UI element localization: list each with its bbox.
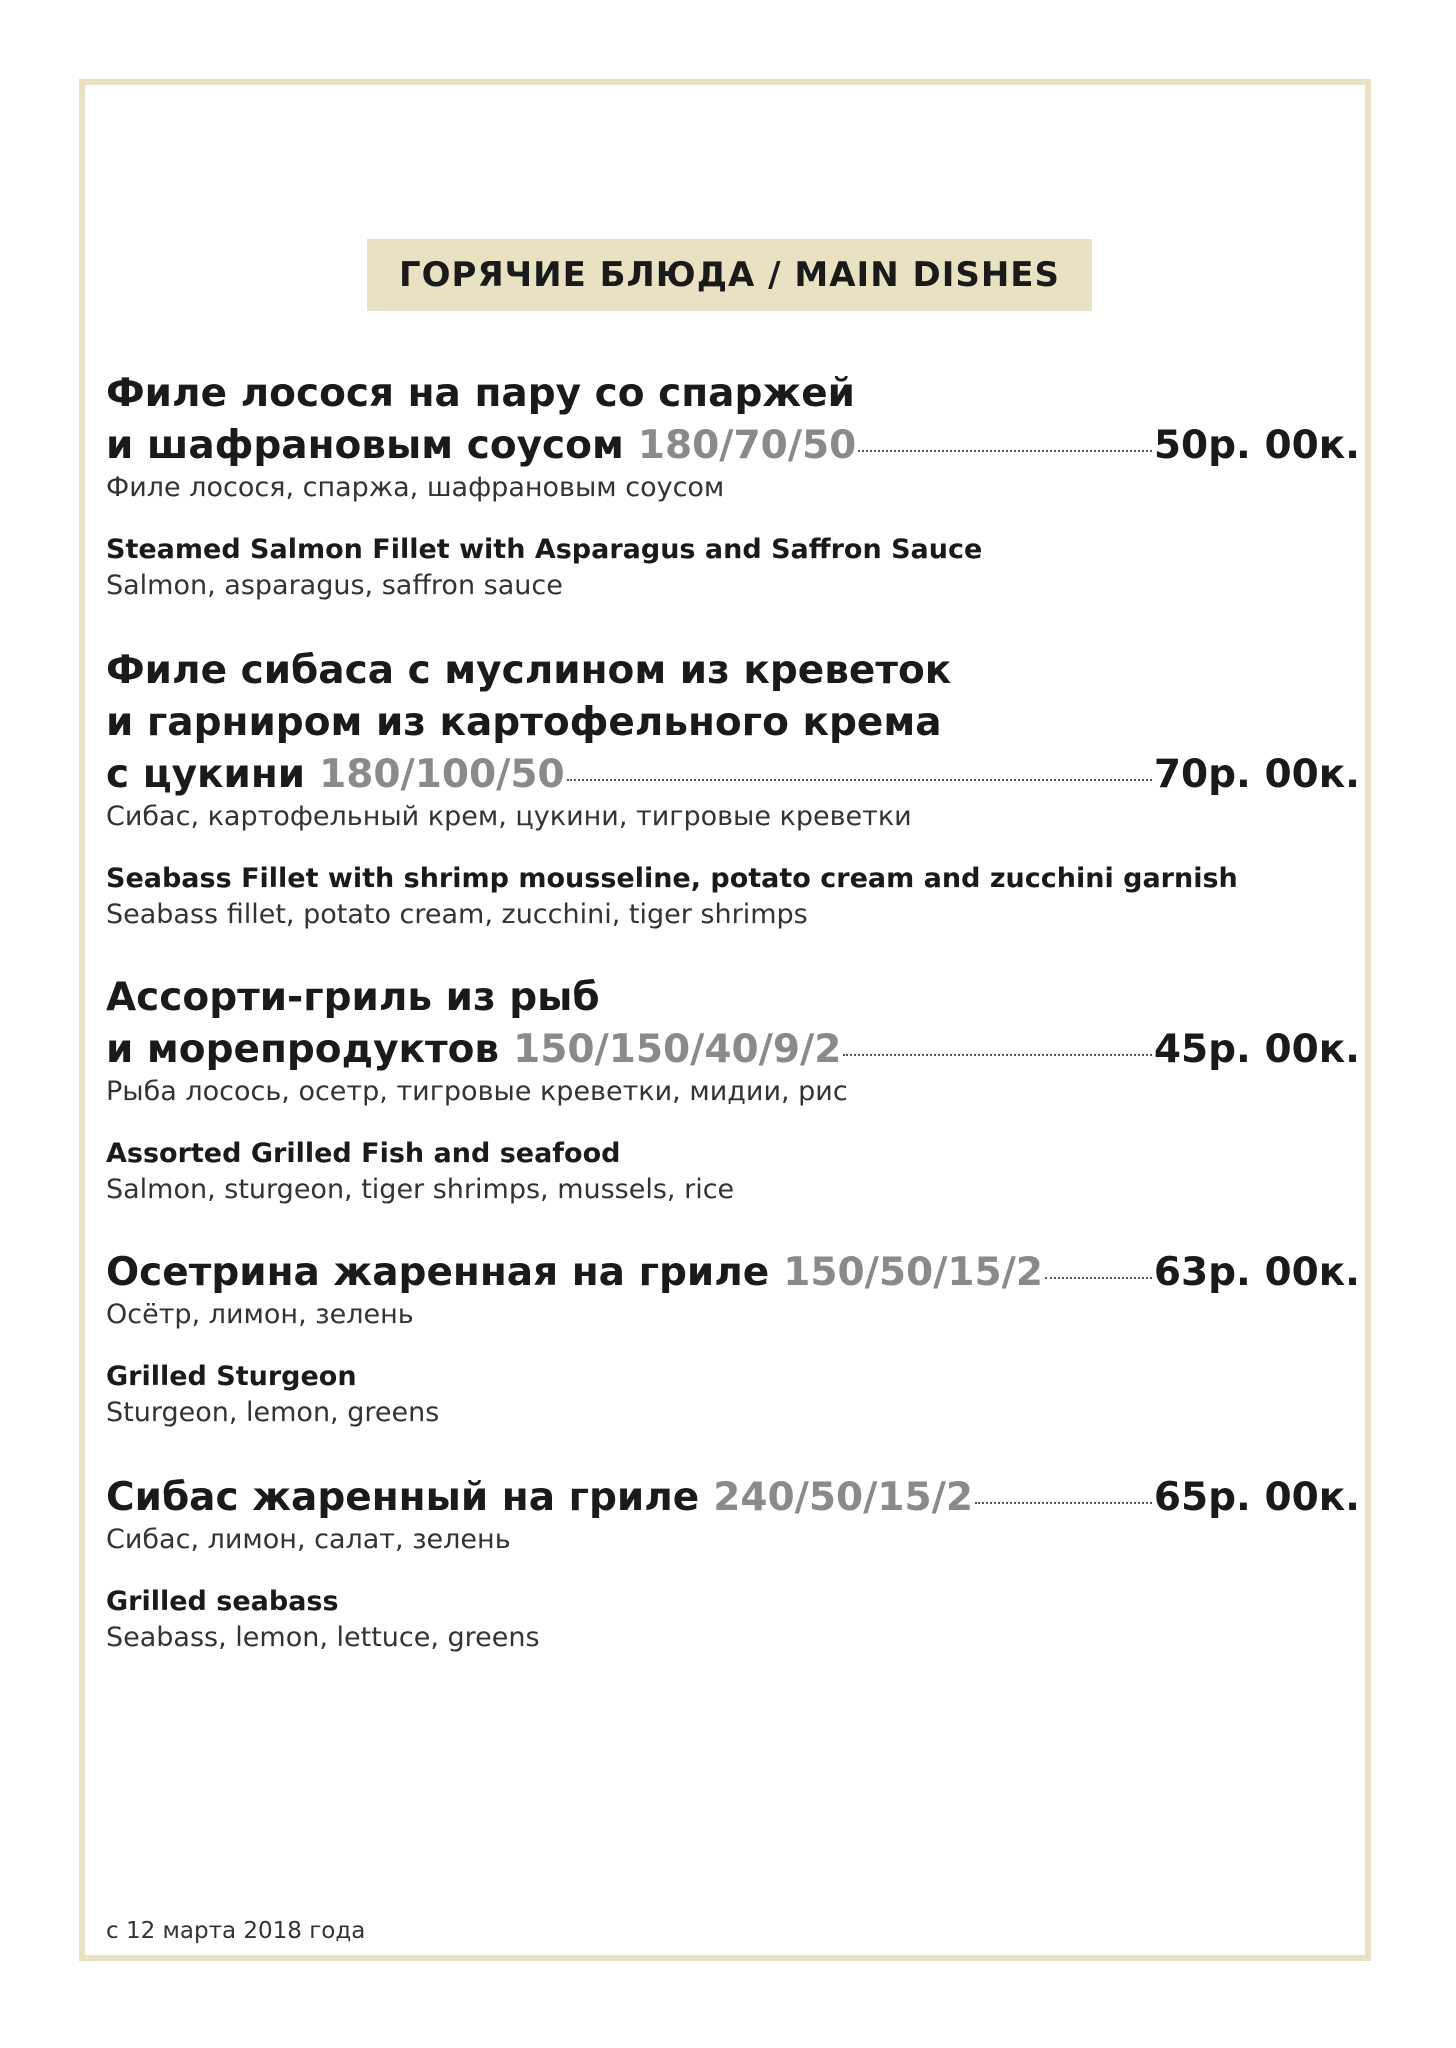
dish-title-en: Steamed Salmon Fillet with Asparagus and Saffron Sauce: [106, 534, 983, 565]
dish-title-ru: и гарниром из картофельного крема: [106, 700, 942, 745]
dish-title-ru: и шафрановым соусом: [106, 423, 624, 468]
dish-title-en: Seabass Fillet with shrimp mousseline, potato cream and zucchini garnish: [106, 863, 1238, 894]
dish-price: 45р. 00к.: [1153, 1027, 1360, 1072]
menu-item: [106, 645, 1360, 933]
dish-price-line: [106, 1247, 1360, 1299]
menu-item: [106, 972, 1360, 1208]
section-title: ГОРЯЧИЕ БЛЮДА / MAIN DISHES: [367, 239, 1092, 311]
dot-leader: [975, 1502, 1152, 1504]
dish-description-ru: Осётр, лимон, зелень: [106, 1299, 414, 1330]
dot-leader: [858, 450, 1152, 452]
dish-title-en: Assorted Grilled Fish and seafood: [106, 1138, 621, 1169]
dish-weight: 180/100/50: [319, 752, 565, 797]
dish-price: 63р. 00к.: [1153, 1250, 1360, 1295]
dish-description-en: Salmon, asparagus, saffron sauce: [106, 570, 563, 601]
dish-title-ru: Филе лосося на пару со спаржей: [106, 371, 855, 416]
dish-title-en: Grilled Sturgeon: [106, 1361, 357, 1392]
dish-weight: 180/70/50: [637, 423, 857, 468]
menu-item: [106, 1472, 1360, 1656]
dish-description-ru: Филе лосося, спаржа, шафрановым соусом: [106, 472, 725, 503]
dish-description-en: Seabass, lemon, lettuce, greens: [106, 1622, 540, 1653]
dot-leader: [843, 1054, 1151, 1056]
dish-price: 65р. 00к.: [1153, 1475, 1360, 1520]
dish-price-line: [106, 1472, 1360, 1524]
dish-price-line: [106, 1024, 1360, 1076]
dish-title-ru: Ассорти-гриль из рыб: [106, 975, 600, 1020]
dish-description-en: Sturgeon, lemon, greens: [106, 1397, 440, 1428]
dish-title-ru: Филе сибаса с муслином из креветок: [106, 648, 952, 693]
dot-leader: [567, 779, 1152, 781]
dish-description-en: Salmon, sturgeon, tiger shrimps, mussels, rice: [106, 1174, 735, 1205]
menu-item: [106, 368, 1360, 604]
dish-price: 70р. 00к.: [1153, 752, 1360, 797]
dish-title-en: Grilled seabass: [106, 1586, 339, 1617]
dish-price-line: [106, 749, 1360, 801]
dish-title-ru: и морепродуктов: [106, 1027, 500, 1072]
dish-title-ru: с цукини: [106, 752, 306, 797]
dish-description-ru: Сибас, картофельный крем, цукини, тигровые креветки: [106, 801, 912, 832]
dish-weight: 240/50/15/2: [713, 1475, 974, 1520]
dish-price: 50р. 00к.: [1153, 423, 1360, 468]
effective-date: с 12 марта 2018 года: [106, 1918, 366, 1944]
menu-item: [106, 1247, 1360, 1431]
dish-description-ru: Сибас, лимон, салат, зелень: [106, 1524, 511, 1555]
dish-price-line: [106, 420, 1360, 472]
dish-description-en: Seabass fillet, potato cream, zucchini, tiger shrimps: [106, 899, 808, 930]
dish-title-ru: Сибас жаренный на гриле: [106, 1475, 700, 1520]
dish-title-ru: Осетрина жаренная на гриле: [106, 1250, 770, 1295]
dish-weight: 150/50/15/2: [783, 1250, 1044, 1295]
dish-weight: 150/150/40/9/2: [513, 1027, 842, 1072]
dish-description-ru: Рыба лосось, осетр, тигровые креветки, мидии, рис: [106, 1076, 848, 1107]
dot-leader: [1045, 1277, 1152, 1279]
